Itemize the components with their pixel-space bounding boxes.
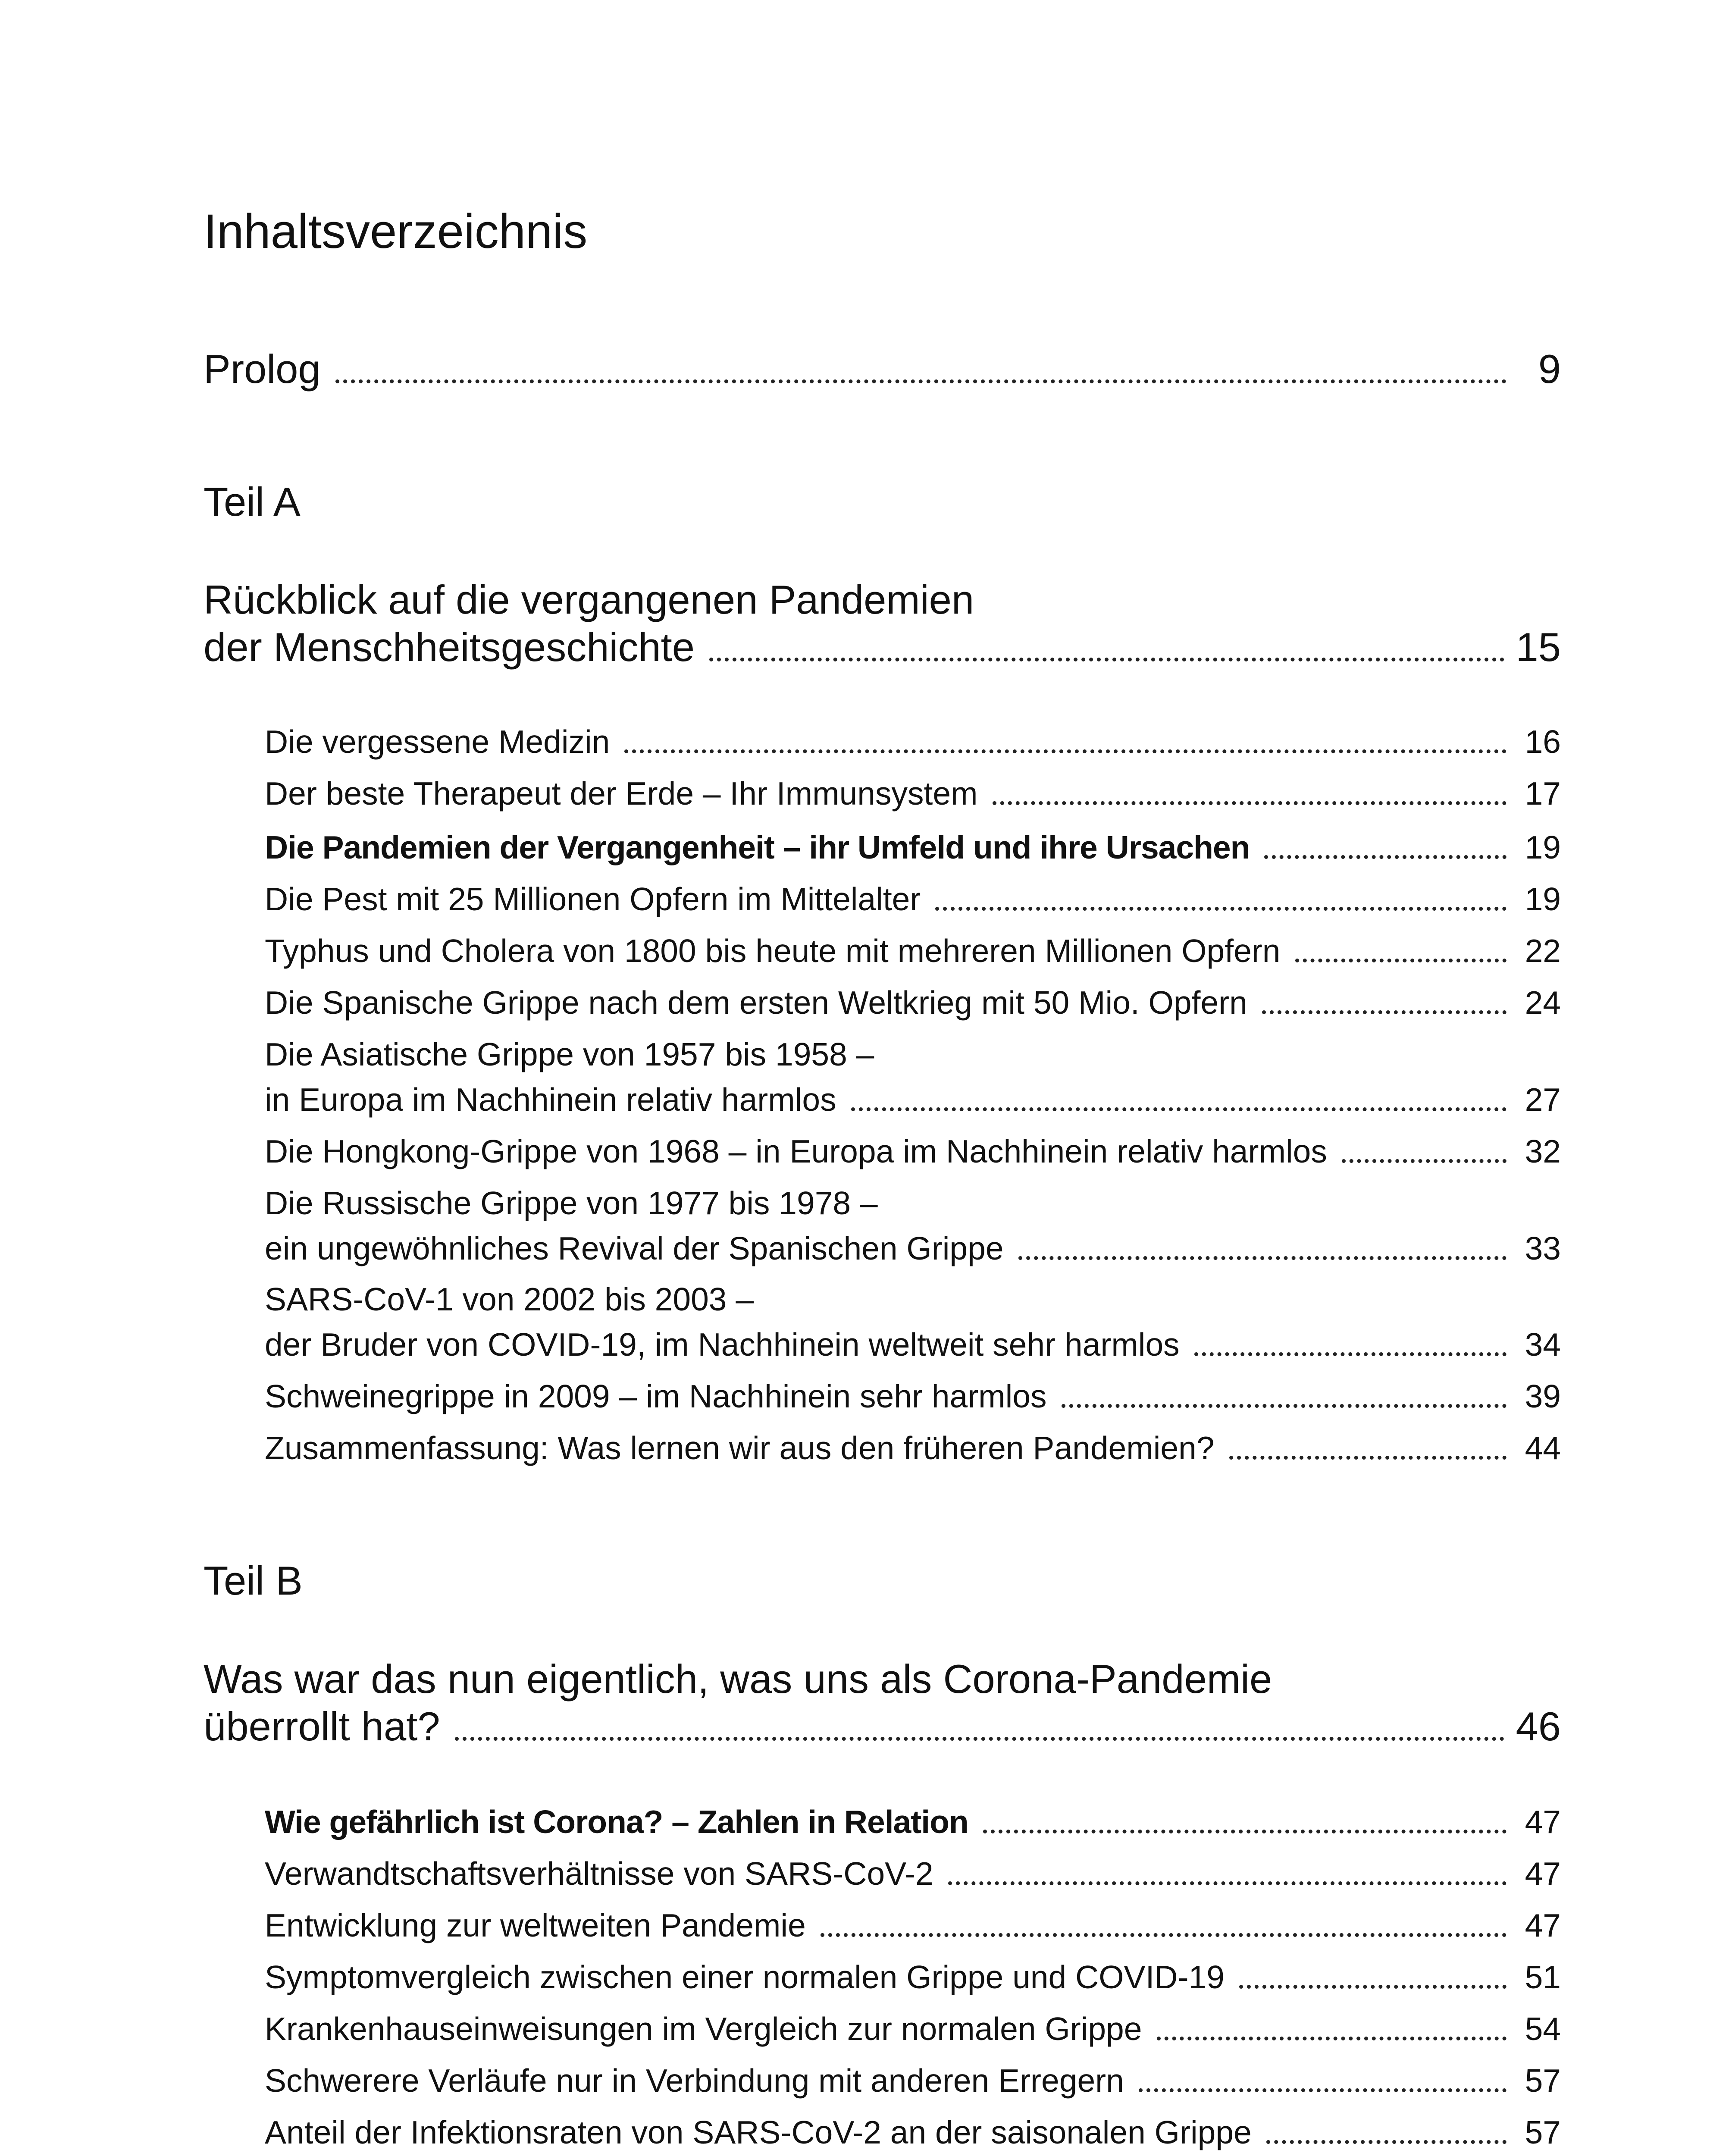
toc-entry[interactable] — [265, 931, 1561, 970]
toc-page-number: 9 — [1538, 346, 1561, 392]
toc-entry[interactable] — [265, 1958, 1561, 1996]
toc-entry[interactable] — [265, 1325, 1561, 1364]
toc-entry-title: überrollt hat? — [204, 1704, 440, 1749]
dot-leader — [993, 801, 1506, 805]
toc-entry-title: Verwandtschaftsverhältnisse von SARS-CoV-2 — [265, 1855, 933, 1892]
toc-entry[interactable] — [265, 2061, 1561, 2100]
toc-page-number: 19 — [1525, 829, 1561, 865]
toc-entry-section-b[interactable] — [204, 1702, 1561, 1751]
toc-entry[interactable] — [265, 880, 1561, 918]
page-title: Inhaltsverzeichnis — [204, 204, 588, 258]
section-title-line: Rückblick auf die vergangenen Pandemien — [204, 577, 974, 622]
toc-page-number: 32 — [1525, 1133, 1561, 1169]
part-heading-teil-b: Teil B — [204, 1558, 303, 1603]
toc-page-number: 34 — [1525, 1326, 1561, 1363]
toc-entry[interactable] — [265, 1377, 1561, 1416]
toc-entry-title-line: SARS-CoV-1 von 2002 bis 2003 – — [265, 1281, 754, 1317]
toc-entry-title: Der beste Therapeut der Erde – Ihr Immunsystem — [265, 775, 978, 812]
dot-leader — [1266, 2140, 1506, 2144]
toc-entry[interactable] — [265, 774, 1561, 813]
toc-entry-prolog[interactable] — [204, 345, 1561, 394]
toc-entry[interactable] — [265, 1854, 1561, 1893]
toc-entry-title: Die Spanische Grippe nach dem ersten Weltkrieg mit 50 Mio. Opfern — [265, 984, 1247, 1021]
dot-leader — [1262, 1010, 1506, 1014]
toc-entry[interactable] — [265, 828, 1561, 867]
toc-page-number: 24 — [1525, 984, 1561, 1021]
toc-entry-title: ein ungewöhnliches Revival der Spanischen Grippe — [265, 1230, 1004, 1266]
toc-entry[interactable] — [265, 983, 1561, 1022]
toc-entry-title: Anteil der Infektionsraten von SARS-CoV-2 an der saisonalen Grippe — [265, 2114, 1252, 2150]
toc-entry-title: in Europa im Nachhinein relativ harmlos — [265, 1081, 836, 1118]
toc-entry-title: der Bruder von COVID-19, im Nachhinein weltweit sehr harmlos — [265, 1326, 1180, 1363]
toc-page-number: 15 — [1516, 624, 1561, 670]
toc-entry-title: der Menschheitsgeschichte — [204, 624, 695, 670]
toc-page-number: 57 — [1525, 2062, 1561, 2099]
toc-entry[interactable] — [265, 2009, 1561, 2048]
toc-page-number: 47 — [1525, 1907, 1561, 1943]
dot-leader — [851, 1107, 1506, 1111]
toc-entry-title: Symptomvergleich zwischen einer normalen Grippe und COVID-19 — [265, 1959, 1225, 1995]
toc-page-number: 46 — [1516, 1704, 1561, 1749]
toc-entry-title: Die Pest mit 25 Millionen Opfern im Mittelalter — [265, 881, 921, 917]
toc-entry-title: Schwerere Verläufe nur in Verbindung mit anderen Erregern — [265, 2062, 1124, 2099]
dot-leader — [455, 1737, 1505, 1741]
dot-leader — [1139, 2088, 1506, 2092]
toc-entry-title: Die Pandemien der Vergangenheit – ihr Umfeld und ihre Ursachen — [265, 829, 1250, 865]
toc-entry-title: Schweinegrippe in 2009 – im Nachhinein sehr harmlos — [265, 1378, 1047, 1414]
dot-leader — [948, 1881, 1506, 1885]
toc-entry-title-line: Die Asiatische Grippe von 1957 bis 1958 – — [265, 1036, 874, 1072]
toc-page-number: 47 — [1525, 1855, 1561, 1892]
dot-leader — [1229, 1456, 1506, 1460]
toc-page-number: 44 — [1525, 1430, 1561, 1466]
dot-leader — [1062, 1404, 1506, 1408]
toc-page-number: 22 — [1525, 933, 1561, 969]
dot-leader — [709, 658, 1504, 661]
toc-entry-title: Typhus und Cholera von 1800 bis heute mit mehreren Millionen Opfern — [265, 933, 1281, 969]
toc-page-number: 57 — [1525, 2114, 1561, 2150]
section-title-line: Was war das nun eigentlich, was uns als Corona-Pandemie — [204, 1656, 1272, 1702]
toc-page-number: 19 — [1525, 881, 1561, 917]
toc-entry[interactable] — [265, 1080, 1561, 1119]
dot-leader — [935, 907, 1506, 911]
toc-entry-title-line: Die Russische Grippe von 1977 bis 1978 – — [265, 1185, 878, 1221]
part-heading-teil-a: Teil A — [204, 479, 301, 524]
dot-leader — [821, 1933, 1506, 1937]
dot-leader — [1157, 2037, 1507, 2040]
dot-leader — [983, 1830, 1506, 1833]
toc-page-number: 51 — [1525, 1959, 1561, 1995]
dot-leader — [1295, 959, 1506, 962]
toc-entry[interactable] — [265, 722, 1561, 761]
toc-page-number: 39 — [1525, 1378, 1561, 1414]
toc-page-number: 47 — [1525, 1804, 1561, 1840]
toc-entry[interactable] — [265, 1429, 1561, 1467]
dot-leader — [1194, 1352, 1506, 1356]
toc-entry-title: Prolog — [204, 346, 321, 392]
dot-leader — [1264, 855, 1506, 859]
dot-leader — [624, 749, 1506, 753]
toc-page-number: 54 — [1525, 2011, 1561, 2047]
toc-entry[interactable] — [265, 1229, 1561, 1268]
toc-entry-title: Zusammenfassung: Was lernen wir aus den früheren Pandemien? — [265, 1430, 1215, 1466]
toc-entry-title: Wie gefährlich ist Corona? – Zahlen in Relation — [265, 1804, 968, 1840]
toc-entry[interactable] — [265, 1906, 1561, 1945]
dot-leader — [1018, 1256, 1506, 1260]
toc-entry[interactable] — [265, 2113, 1561, 2152]
toc-page-number: 17 — [1525, 775, 1561, 812]
toc-entry-title: Die vergessene Medizin — [265, 724, 610, 760]
toc-page-number: 27 — [1525, 1081, 1561, 1118]
dot-leader — [335, 379, 1506, 383]
toc-entry-title: Entwicklung zur weltweiten Pandemie — [265, 1907, 806, 1943]
toc-entry[interactable] — [265, 1802, 1561, 1841]
dot-leader — [1342, 1159, 1506, 1163]
toc-page-number: 16 — [1525, 724, 1561, 760]
toc-entry-title: Krankenhauseinweisungen im Vergleich zur normalen Grippe — [265, 2011, 1142, 2047]
toc-page-number: 33 — [1525, 1230, 1561, 1266]
toc-entry-title: Die Hongkong-Grippe von 1968 – in Europa im Nachhinein relativ harmlos — [265, 1133, 1327, 1169]
dot-leader — [1239, 1985, 1506, 1989]
toc-entry[interactable] — [265, 1132, 1561, 1171]
toc-entry-section-a[interactable] — [204, 623, 1561, 672]
